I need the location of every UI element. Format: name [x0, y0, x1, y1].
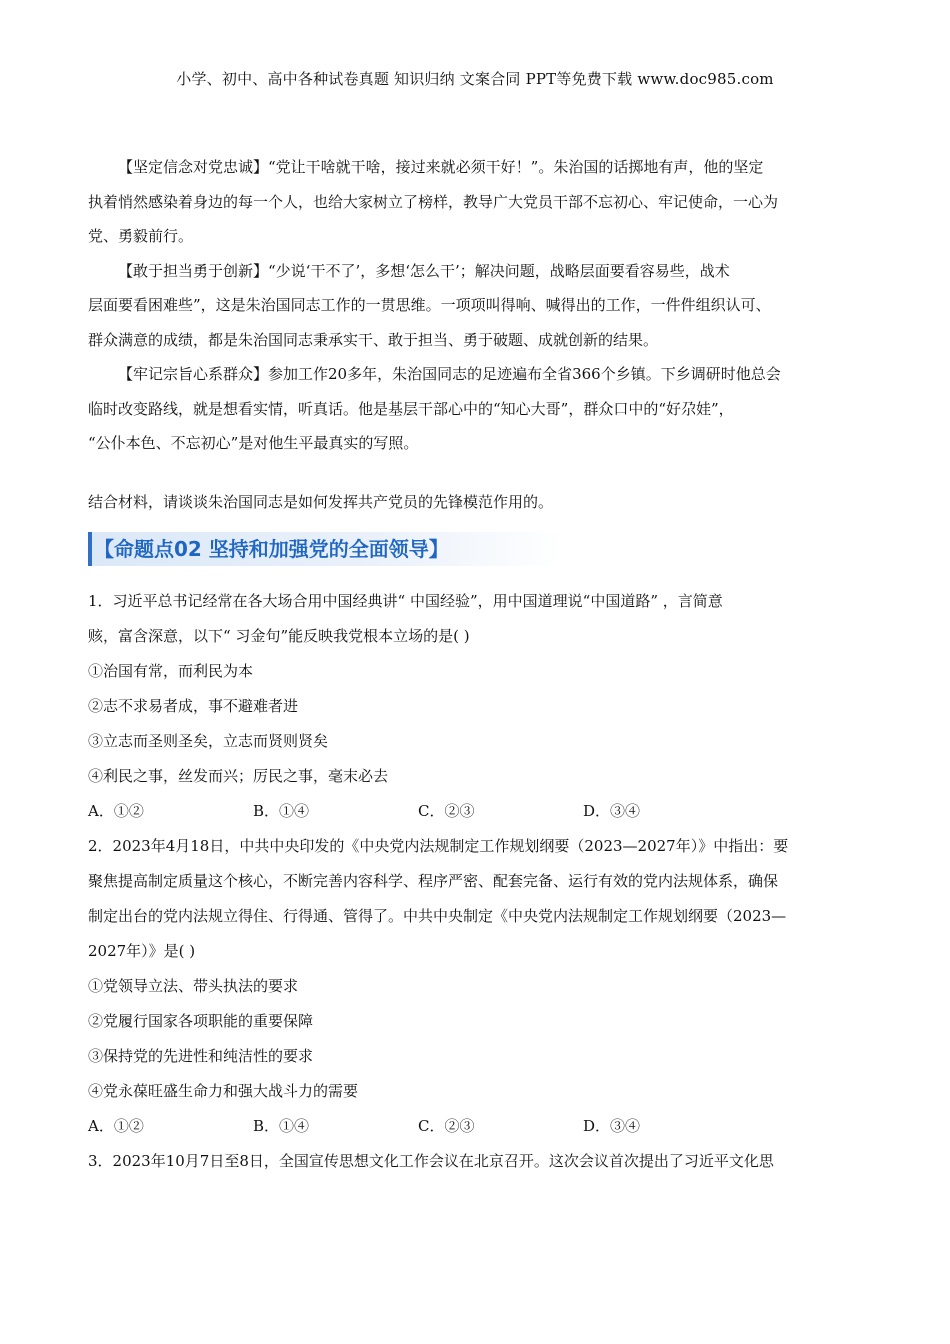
- question-stem-line: 聚焦提高制定质量这个核心，不断完善内容科学、程序严密、配套完备、运行有效的党内法规体系，确保: [88, 872, 779, 890]
- question-stem-line: 制定出台的党内法规立得住、行得通、管得了。中共中央制定《中央党内法规制定工作规划纲要（2023—: [88, 907, 787, 925]
- material-text: [88, 150, 862, 461]
- statement-item: ④利民之事，丝发而兴；厉民之事，毫末必去: [88, 767, 389, 785]
- option-d: D．③④: [583, 802, 641, 820]
- text-line: 【坚定信念对党忠诚】“党让干啥就干啥，接过来就必须干好！”。朱治国的话掷地有声，他的坚定: [118, 158, 764, 176]
- option-a: A．①②: [88, 802, 144, 820]
- statement-item: ①党领导立法、带头执法的要求: [88, 977, 299, 995]
- question-list: [88, 584, 862, 1179]
- statement-item: ④党永葆旺盛生命力和强大战斗力的需要: [88, 1082, 359, 1100]
- option-c: C．②③: [418, 802, 475, 820]
- question-stem-line: 2．2023年4月18日，中共中央印发的《中央党内法规制定工作规划纲要（2023—2027年）》中指出：要: [88, 837, 789, 855]
- text-line: 临时改变路线，就是想看实情，听真话。他是基层干部心中的“知心大哥”，群众口中的“好尕娃”，: [88, 399, 734, 418]
- option-c: C．②③: [418, 1117, 475, 1135]
- answer-options: [88, 1109, 862, 1144]
- statement-item: ③保持党的先进性和纯洁性的要求: [88, 1047, 314, 1065]
- text-line: 群众满意的成绩，都是朱治国同志秉承实干、敢于担当、勇于破题、成就创新的结果。: [88, 330, 659, 349]
- question-2: [88, 829, 862, 1144]
- text-line: 【牢记宗旨心系群众】参加工作20多年，朱治国同志的足迹遍布全省366个乡镇。下乡调研时他总会: [118, 365, 781, 383]
- question-3: [88, 1144, 862, 1179]
- question-stem-line: 1．习近平总书记经常在各大场合用中国经典讲“ 中国经验”，用中国道理说“中国道路” ，言简意: [88, 592, 723, 610]
- question-stem-line: 赅，富含深意，以下“ 习金句”能反映我党根本立场的是( ): [88, 627, 470, 645]
- question-prompt: 结合材料，请谈谈朱治国同志是如何发挥共产党员的先锋模范作用的。: [88, 493, 554, 511]
- material-paragraph-1: [88, 150, 862, 254]
- statement-item: ②党履行国家各项职能的重要保障: [88, 1012, 314, 1030]
- option-b: B．①④: [253, 1117, 310, 1135]
- option-d: D．③④: [583, 1117, 641, 1135]
- statement-item: ③立志而圣则圣矣，立志而贤则贤矣: [88, 732, 329, 750]
- section-heading: 【命题点02 坚持和加强党的全面领导】: [88, 532, 564, 566]
- material-paragraph-3: [88, 357, 862, 461]
- question-stem-line: 2027年）》是( ): [88, 942, 196, 960]
- text-line: 执着悄然感染着身边的每一个人，也给大家树立了榜样，教导广大党员干部不忘初心、牢记使命，一心为: [88, 192, 779, 211]
- statement-item: ①治国有常，而利民为本: [88, 662, 254, 680]
- text-line: “公仆本色、不忘初心”是对他生平最真实的写照。: [88, 434, 419, 452]
- question-1: [88, 584, 862, 829]
- text-line: 层面要看困难些”，这是朱治国同志工作的一贯思维。一项项叫得响、喊得出的工作，一件件组织认可、: [88, 296, 771, 314]
- option-b: B．①④: [253, 802, 310, 820]
- question-stem-line: 3．2023年10月7日至8日，全国宣传思想文化工作会议在北京召开。这次会议首次提出了习近平文化思: [88, 1152, 774, 1170]
- text-line: 【敢于担当勇于创新】“少说‘干不了’，多想‘怎么干’；解决问题，战略层面要看容易些，战术: [118, 261, 730, 280]
- answer-options: [88, 794, 862, 829]
- page-header: 小学、初中、高中各种试卷真题 知识归纳 文案合同 PPT等免费下载 www.doc985.com: [176, 70, 774, 88]
- text-line: 党、勇毅前行。: [88, 227, 194, 245]
- material-paragraph-2: [88, 254, 862, 358]
- option-a: A．①②: [88, 1117, 144, 1135]
- statement-item: ②志不求易者成，事不避难者进: [88, 697, 299, 715]
